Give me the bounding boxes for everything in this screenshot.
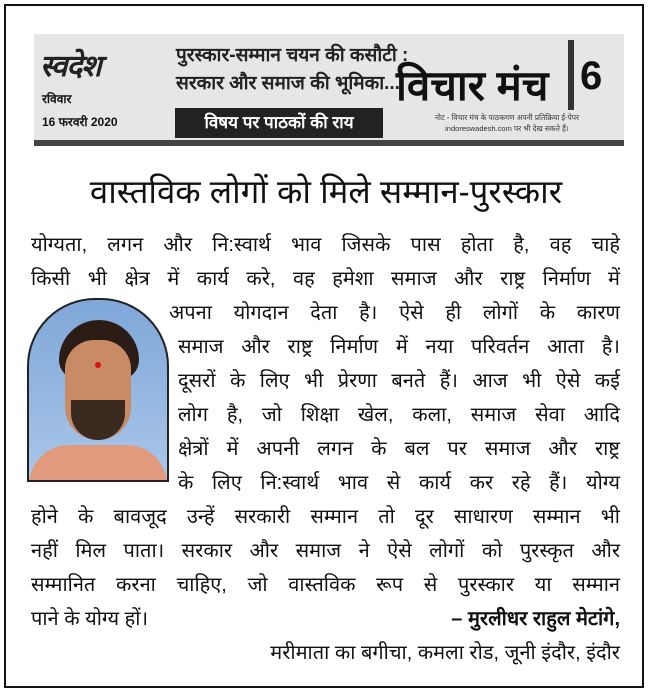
- author-name: – मुरलीधर राहुल मेटांगे,: [451, 608, 620, 630]
- column-divider: [568, 40, 574, 110]
- author-address: मरीमाता का बगीचा, कमला रोड, जूनी इंदौर, इंदौर: [270, 642, 620, 664]
- article-line: किसी भी क्षेत्र में कार्य करे, वह हमेशा समाज और राष्ट्र निर्माण में: [31, 268, 620, 290]
- topic-heading: [176, 42, 408, 98]
- page-number: 6: [580, 54, 603, 98]
- article-line: सम्मानित करना चाहिए, जो वास्तविक रूप से पुरस्कार या सम्मान: [31, 574, 620, 596]
- article-headline: वास्तविक लोगों को मिले सम्मान-पुरस्कार: [89, 173, 563, 210]
- article-line: योग्यता, लगन और नि:स्वार्थ भाव जिसके पास होता है, वह चाहे: [31, 234, 620, 256]
- issue-day: रविवार: [42, 92, 72, 106]
- topic-line-2: सरकार और समाज की भूमिका...: [176, 73, 400, 94]
- article-line: के लिए नि:स्वार्थ भाव से कार्य कर रहे हैं। योग्य: [178, 472, 620, 494]
- note-line-2: indoreswadesh.com पर भी देख सकते हैं।: [445, 124, 569, 133]
- article-line: अपना योगदान देता है। ऐसे ही लोगों के कारण: [169, 302, 620, 324]
- issue-date: 16 फरवरी 2020: [42, 115, 118, 129]
- article-line: लोग है, जो शिक्षा खेल, कला, समाज सेवा आदि: [178, 404, 620, 426]
- note-line-1: नोट - विचार मंच के पाठकगण अपनी प्रतिक्रिया ई-पेपर: [434, 113, 580, 122]
- author-photo: [27, 298, 169, 482]
- epaper-note: [394, 112, 620, 134]
- topic-box: विषय पर पाठकों की राय: [175, 108, 383, 138]
- article-line: पाने के योग्य हों।: [31, 608, 149, 630]
- topic-line-1: पुरस्कार-सम्मान चयन की कसौटी :: [176, 45, 409, 66]
- article-line: दूसरों के लिए भी प्रेरणा बनते हैं। आज भी ऐसे कई: [178, 370, 620, 392]
- article-line: समाज और राष्ट्र निर्माण में नया परिवर्तन आता है।: [178, 336, 620, 358]
- article-line: होने के बावजूद उन्हें सरकारी सम्मान तो दूर साधारण सम्मान भी: [31, 506, 620, 528]
- column-title: विचार मंच: [396, 62, 549, 109]
- header-rule: [34, 140, 624, 146]
- article-line: नहीं मिल पाता। सरकार और समाज ने ऐसे लोगों को पुरस्कृत और: [31, 540, 620, 562]
- newspaper-logo: स्वदेश: [40, 50, 101, 83]
- article-line: क्षेत्रों में अपनी लगन के बल पर समाज और राष्ट्र: [178, 438, 620, 460]
